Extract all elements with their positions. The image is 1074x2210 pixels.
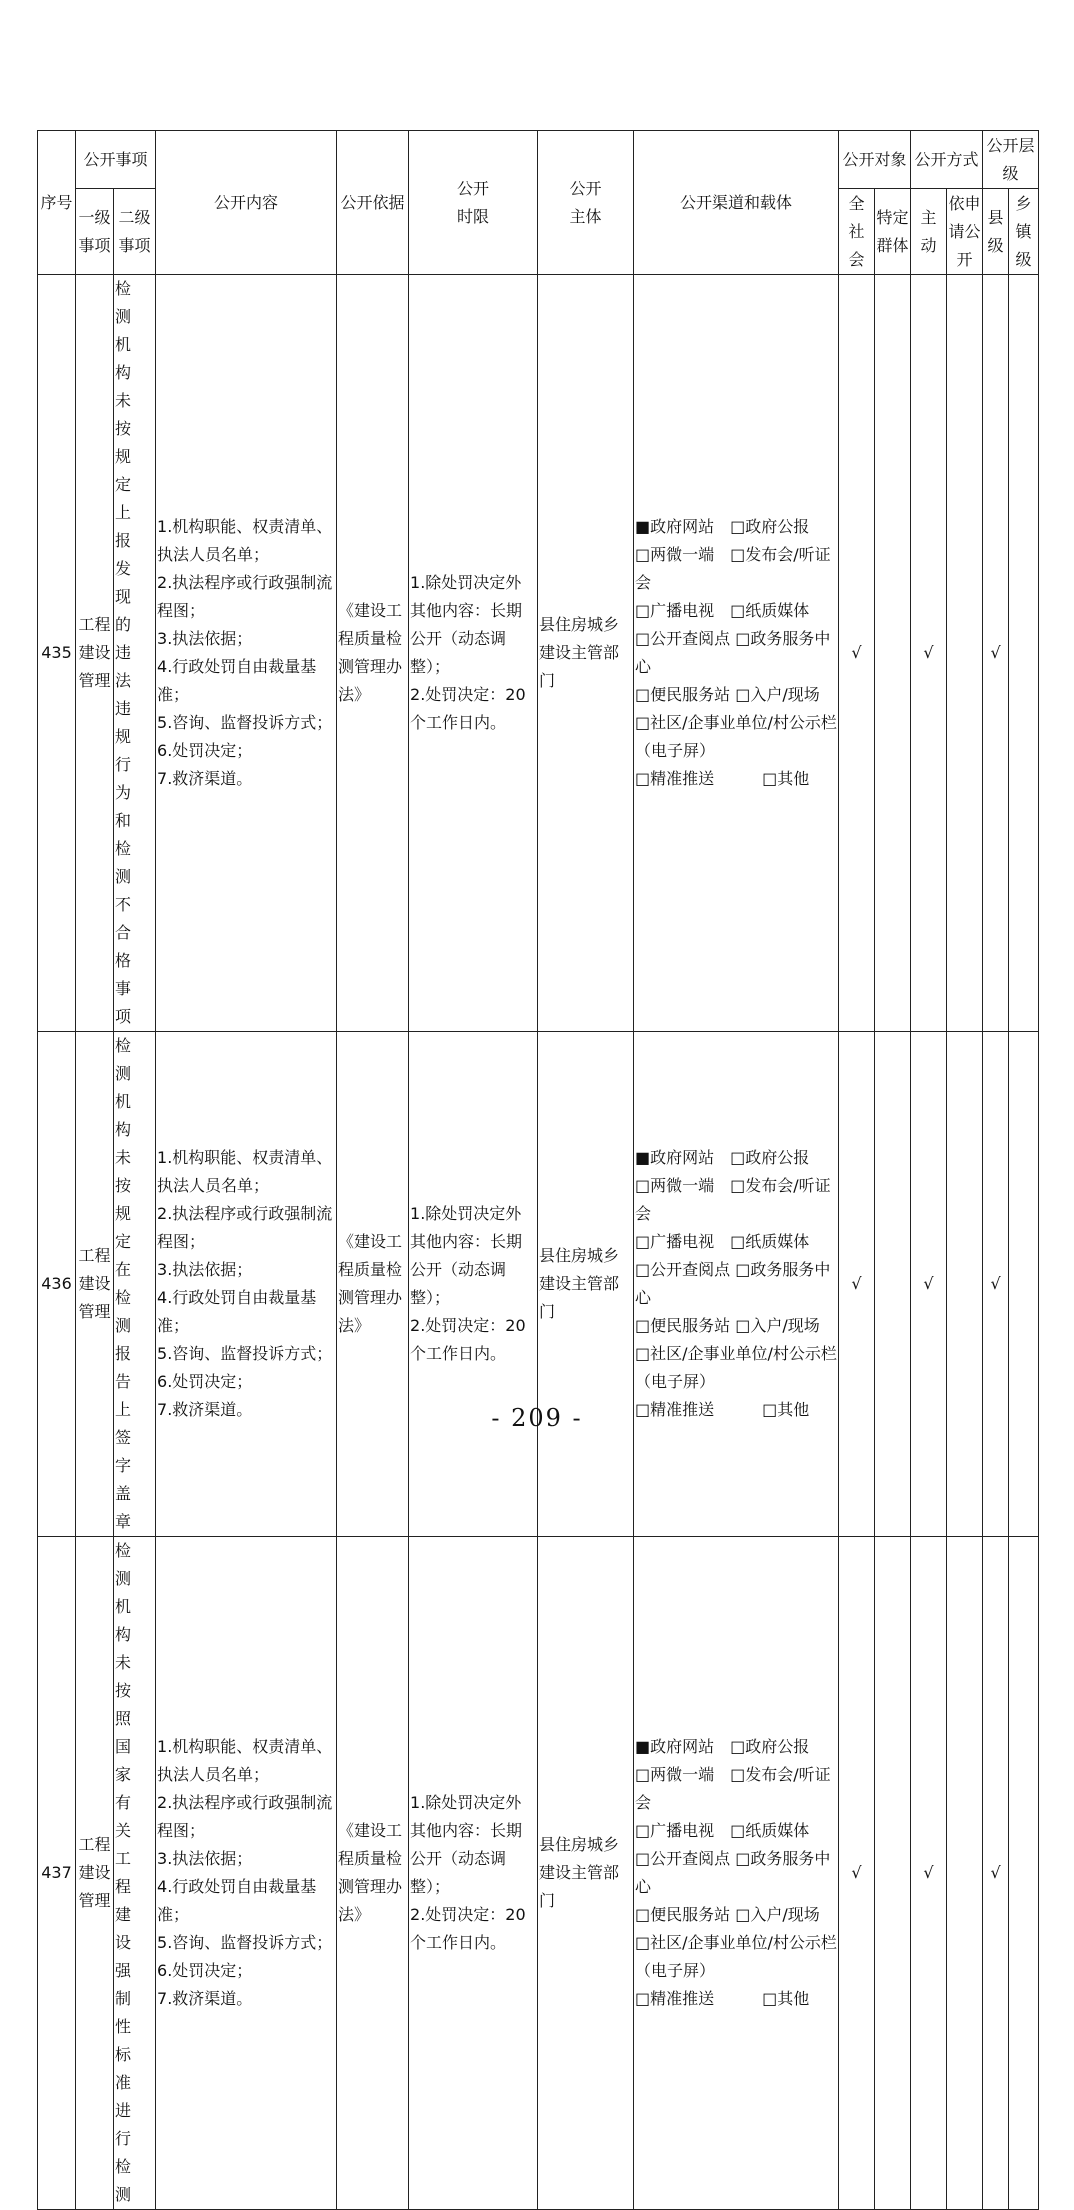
row-timelimit: 1.除处罚决定外其他内容：长期公开（动态调整）； 2.处罚决定：20个工作日内。 (409, 275, 538, 1032)
row-level1: 工程建设管理 (76, 1032, 114, 1537)
channel-line: □两微一端 □发布会/听证会 (635, 1765, 831, 1812)
check-target-specific (875, 1537, 911, 2210)
channel-line: □精准推送 □其他 (635, 769, 810, 788)
channel-line: □两微一端 □发布会/听证会 (635, 545, 831, 592)
channel-line: □便民服务站 □入户/现场 (635, 685, 820, 704)
check-target-specific (875, 1032, 911, 1537)
row-timelimit: 1.除处罚决定外其他内容：长期公开（动态调整）； 2.处罚决定：20个工作日内。 (409, 1537, 538, 2210)
channel-line: □两微一端 □发布会/听证会 (635, 1176, 831, 1223)
row-basis: 《建设工程质量检测管理办法》 (337, 1537, 409, 2210)
check-target-specific (875, 275, 911, 1032)
row-level2: 检测机构未按规定上报发现的违法违规行为和检测不合格事项 (114, 275, 156, 1032)
header-level1: 一级事项 (76, 189, 114, 275)
channel-line: □精准推送 □其他 (635, 1989, 810, 2008)
check-level-county: √ (983, 275, 1009, 1032)
check-target-all: √ (839, 1537, 875, 2210)
row-level1: 工程建设管理 (76, 1537, 114, 2210)
row-timelimit: 1.除处罚决定外其他内容：长期公开（动态调整）； 2.处罚决定：20个工作日内。 (409, 1032, 538, 1537)
check-level-town (1009, 1537, 1039, 2210)
channel-line: ■政府网站 □政府公报 (635, 1737, 810, 1756)
channel-line: □广播电视 □纸质媒体 (635, 601, 810, 620)
header-mode-group: 公开方式 (911, 131, 983, 189)
table-row (38, 1032, 1039, 1537)
row-level2: 检测机构未按照国家有关工程建设强制性标准进行检测 (114, 1537, 156, 2210)
check-level-county: √ (983, 1032, 1009, 1537)
header-target-specific: 特定 群体 (875, 189, 911, 275)
channel-line: □社区/企事业单位/村公示栏（电子屏） (635, 1344, 837, 1391)
disclosure-table (37, 130, 1039, 2210)
header-target-all: 全 社 会 (839, 189, 875, 275)
row-subject: 县住房城乡建设主管部门 (538, 1032, 634, 1537)
check-level-town (1009, 1032, 1039, 1537)
check-mode-active: √ (911, 1032, 947, 1537)
check-level-county: √ (983, 1537, 1009, 2210)
channel-line: □广播电视 □纸质媒体 (635, 1232, 810, 1251)
header-item-group: 公开事项 (76, 131, 156, 189)
header-seq: 序号 (38, 131, 76, 275)
channel-line: □公开查阅点 □政务服务中心 (635, 629, 831, 676)
channel-line: □社区/企事业单位/村公示栏（电子屏） (635, 713, 837, 760)
channel-line: □精准推送 □其他 (635, 1400, 810, 1419)
row-subject: 县住房城乡建设主管部门 (538, 1537, 634, 2210)
table-row (38, 1537, 1039, 2210)
channel-line: □社区/企事业单位/村公示栏（电子屏） (635, 1933, 837, 1980)
row-channel (634, 1032, 839, 1537)
row-level2: 检测机构未按规定在检测报告上签字盖章 (114, 1032, 156, 1537)
row-basis: 《建设工程质量检测管理办法》 (337, 1032, 409, 1537)
header-target-group: 公开对象 (839, 131, 911, 189)
header-mode-apply: 依申 请公 开 (947, 189, 983, 275)
check-target-all: √ (839, 1032, 875, 1537)
channel-line: □公开查阅点 □政务服务中心 (635, 1849, 831, 1896)
check-mode-active: √ (911, 1537, 947, 2210)
check-mode-apply (947, 1032, 983, 1537)
channel-line: □便民服务站 □入户/现场 (635, 1905, 820, 1924)
check-mode-active: √ (911, 275, 947, 1032)
channel-line: □公开查阅点 □政务服务中心 (635, 1260, 831, 1307)
check-mode-apply (947, 275, 983, 1032)
header-row-1 (38, 131, 1039, 189)
header-level2: 二级事项 (114, 189, 156, 275)
header-basis: 公开依据 (337, 131, 409, 275)
row-seq: 435 (38, 275, 76, 1032)
header-level-county: 县 级 (983, 189, 1009, 275)
channel-line: ■政府网站 □政府公报 (635, 1148, 810, 1167)
check-level-town (1009, 275, 1039, 1032)
header-content: 公开内容 (156, 131, 337, 275)
check-target-all: √ (839, 275, 875, 1032)
page-number: - 209 - (491, 1404, 583, 1432)
channel-line: □广播电视 □纸质媒体 (635, 1821, 810, 1840)
header-timelimit: 公开 时限 (409, 131, 538, 275)
table-row (38, 275, 1039, 1032)
row-channel (634, 1537, 839, 2210)
row-content: 1.机构职能、权责清单、执法人员名单； 2.执法程序或行政强制流程图； 3.执法依据； 4.行政处罚自由裁量基准； 5.咨询、监督投诉方式； 6.处罚决定； 7.救济渠道。 (156, 1537, 337, 2210)
row-level1: 工程建设管理 (76, 275, 114, 1032)
header-channel: 公开渠道和载体 (634, 131, 839, 275)
row-seq: 437 (38, 1537, 76, 2210)
row-channel (634, 275, 839, 1032)
row-subject: 县住房城乡建设主管部门 (538, 275, 634, 1032)
check-mode-apply (947, 1537, 983, 2210)
header-subject: 公开 主体 (538, 131, 634, 275)
header-level-group: 公开层 级 (983, 131, 1039, 189)
row-content: 1.机构职能、权责清单、执法人员名单； 2.执法程序或行政强制流程图； 3.执法依据； 4.行政处罚自由裁量基准； 5.咨询、监督投诉方式； 6.处罚决定； 7.救济渠道。 (156, 275, 337, 1032)
channel-line: □便民服务站 □入户/现场 (635, 1316, 820, 1335)
row-seq: 436 (38, 1032, 76, 1537)
row-content: 1.机构职能、权责清单、执法人员名单； 2.执法程序或行政强制流程图； 3.执法依据； 4.行政处罚自由裁量基准； 5.咨询、监督投诉方式； 6.处罚决定； 7.救济渠道。 (156, 1032, 337, 1537)
row-basis: 《建设工程质量检测管理办法》 (337, 275, 409, 1032)
channel-line: ■政府网站 □政府公报 (635, 517, 810, 536)
header-level-town: 乡 镇 级 (1009, 189, 1039, 275)
header-mode-active: 主 动 (911, 189, 947, 275)
